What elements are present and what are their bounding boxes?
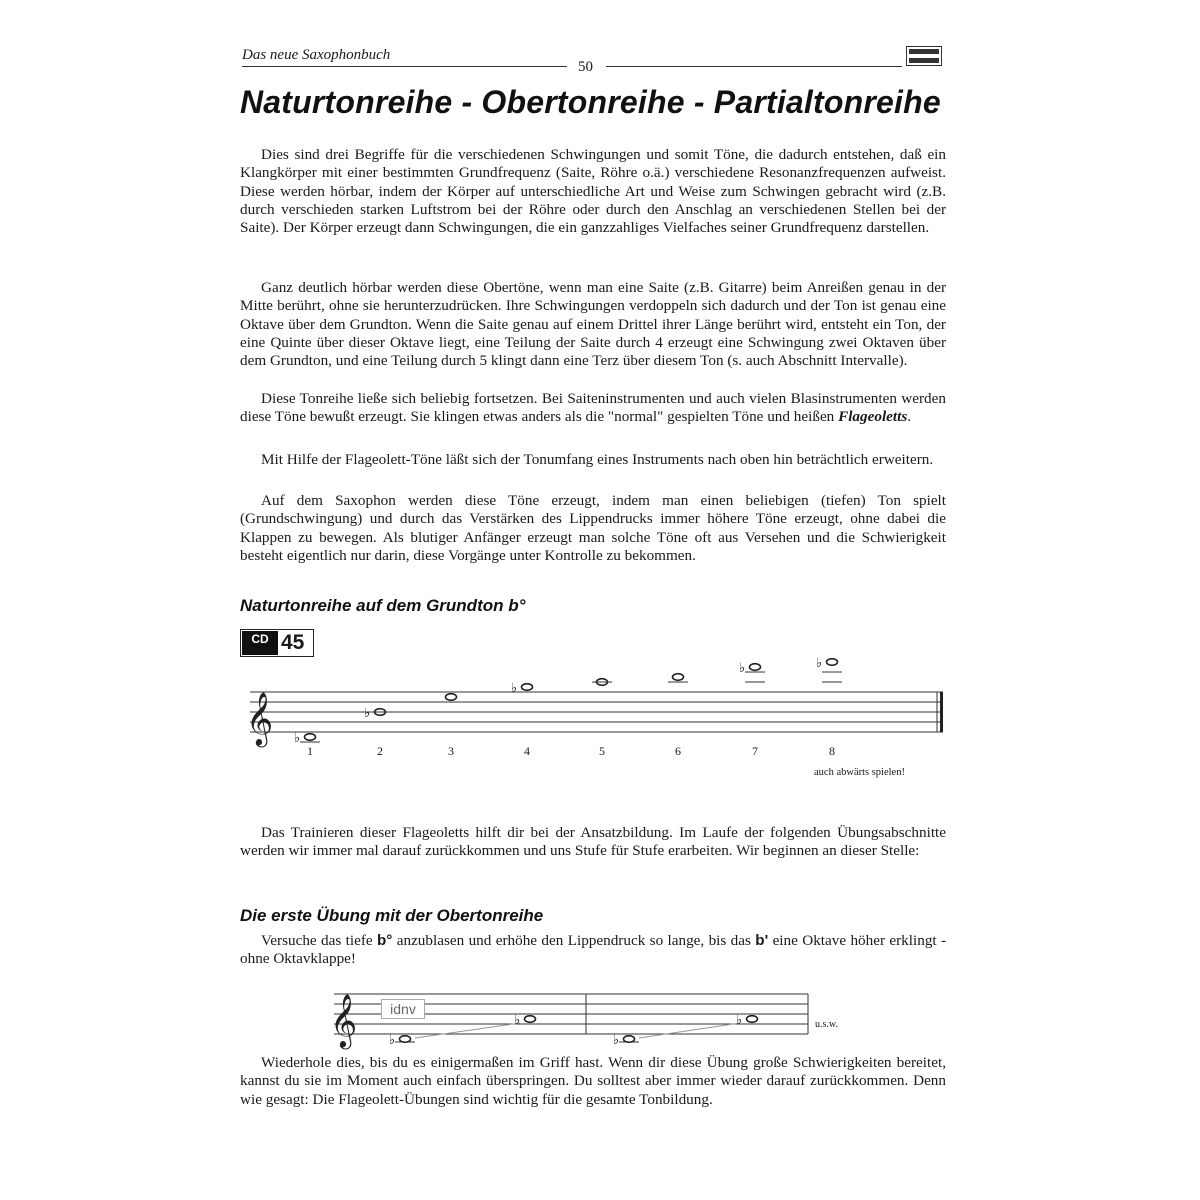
note-number-7: 7 [752,744,758,758]
svg-text:♭: ♭ [613,1033,620,1048]
publisher-logo [906,46,942,66]
note-b0: b° [377,932,393,949]
cd-track-number: 45 [281,631,305,654]
page-number: 50 [578,59,593,75]
svg-text:♭: ♭ [389,1033,396,1048]
exercise-text-b: anzublasen und erhöhe den Lippendruck so lange, bis das [396,932,751,949]
svg-text:♭: ♭ [739,661,746,676]
svg-text:♭: ♭ [736,1013,743,1028]
note-number-3: 3 [448,744,454,758]
note-number-4: 4 [524,744,530,758]
paragraph-2: Ganz deutlich hörbar werden diese Obertöne, wenn man eine Saite (z.B. Gitarre) beim Anreißen genau in der Mitte berührt, ohne sie herunterzudrücken. Ihre Schwingungen verdoppeln sich dadurch und der Ton ist genau eine Oktave über dem Grundton. Wenn die Saite genau auf einem Drittel ihrer Länge berührt wird, entsteht ein Ton, der eine Quinte über dieser Oktave liegt, eine Teilung der Saite durch 4 erzeugt eine Schwingung zwei Oktaven über dem Grundton, und eine Teilung durch 5 klingt dann eine Terz über diesem Ton (s. auch Abschnitt Intervalle). [240,279,946,370]
svg-text:♭: ♭ [511,681,518,696]
note-number-8: 8 [829,744,835,758]
term-flageoletts: Flageoletts [838,408,908,426]
note-number-6: 6 [675,744,681,758]
note-number-5: 5 [599,744,605,758]
treble-clef-icon: 𝄞 [246,691,274,745]
paragraph-exercise [240,932,946,969]
page-title: Naturtonreihe - Obertonreihe - Partialtonreihe [240,84,941,120]
paragraph-end: Wiederhole dies, bis du es einigermaßen im Griff hast. Wenn dir diese Übung große Schwierigkeiten bereitet, kannst du sie im Moment auch einfach überspringen. Du solltest aber immer wieder darauf zurückkommen. Denn wie gesagt: Die Flageolett-Übungen sind wichtig für die gesamte Tonbildung. [240,1054,946,1108]
paragraph-4: Mit Hilfe der Flageolett-Töne läßt sich der Tonumfang eines Instruments nach oben hin beträchtlich erweitern. [261,451,934,468]
exercise-text-c: eine Oktave höher erklingt - ohne Oktavklappe! [240,932,947,968]
paragraph-1: Dies sind drei Begriffe für die verschiedenen Schwingungen und somit Töne, die dadurch entstehen, daß ein Klangkörper mit einer bestimmten Grundfrequenz (Saite, Röhre o.ä.) verschiedene Resonanzfrequenzen aufweist. Diese werden hörbar, indem der Körper auf unterschiedliche Art und Weise zum Schwingen gebracht wird (z.B. durch verschieden starken Luftstrom bei der Röhre oder durch den Anschlag an verschiedenen Stellen bei der Saite). Der Körper erzeugt dann Schwingungen, die ein ganzzahliges Vielfaches seiner Grundfrequenz darstellen. [240,146,946,237]
paragraph-3-text: Diese Tonreihe ließe sich beliebig fortsetzen. Bei Saiteninstrumenten und auch vielen Blasinstrumenten werden diese Töne bewußt erzeugt. Sie klingen etwas anders als die "normal" gespielten Töne und heißen [240,390,946,426]
notation-natural-series [240,650,950,760]
note-b1: b' [755,932,769,949]
svg-text:♭: ♭ [364,706,371,721]
cd-icon: CD [242,631,278,655]
paragraph-3: Diese Tonreihe ließe sich beliebig fortsetzen. Bei Saiteninstrumenten und auch vielen Blasinstrumenten werden diese Töne bewußt erzeugt. Sie klingen etwas anders als die "normal" gespielten Töne und heißen Flageoletts. [240,390,946,426]
running-header-title: Das neue Saxophonbuch [242,47,391,63]
header-rule-left [242,66,567,67]
section-heading-naturtonreihe: Naturtonreihe auf dem Grundton b° [240,596,526,615]
header-rule-right [606,66,902,67]
exercise-text-a: Versuche das tiefe [261,932,373,949]
play-downward-remark: auch abwärts spielen! [814,767,905,778]
exercise-label-box: idnv [381,999,425,1019]
paragraph-5: Auf dem Saxophon werden diese Töne erzeugt, indem man einen beliebigen (tiefen) Ton spielt (Grundschwingung) und durch das Verstärken des Lippendrucks immer höhere Töne erzeugt, ohne dabei die Klappen zu bewegen. Als blutiger Anfänger erzeugt man solche Töne oft aus Versehen und die Schwierigkeit besteht eigentlich nur darin, diese Vorgänge unter Kontrolle zu bekommen. [240,492,946,564]
section-heading-erste-uebung: Die erste Übung mit der Obertonreihe [240,906,544,925]
note-number-2: 2 [377,744,383,758]
svg-text:♭: ♭ [294,731,301,746]
svg-text:♭: ♭ [816,656,823,671]
treble-clef-icon: 𝄞 [330,993,358,1047]
paragraph-training: Das Trainieren dieser Flageoletts hilft dir bei der Ansatzbildung. Im Laufe der folgenden Übungsabschnitte werden wir immer mal darauf zurückkommen und uns Stufe für Stufe erarbeiten. Wir beginnen an dieser Stelle: [240,824,946,860]
note-number-1: 1 [307,744,313,758]
usw-label: u.s.w. [815,1019,838,1030]
svg-text:♭: ♭ [514,1013,521,1028]
